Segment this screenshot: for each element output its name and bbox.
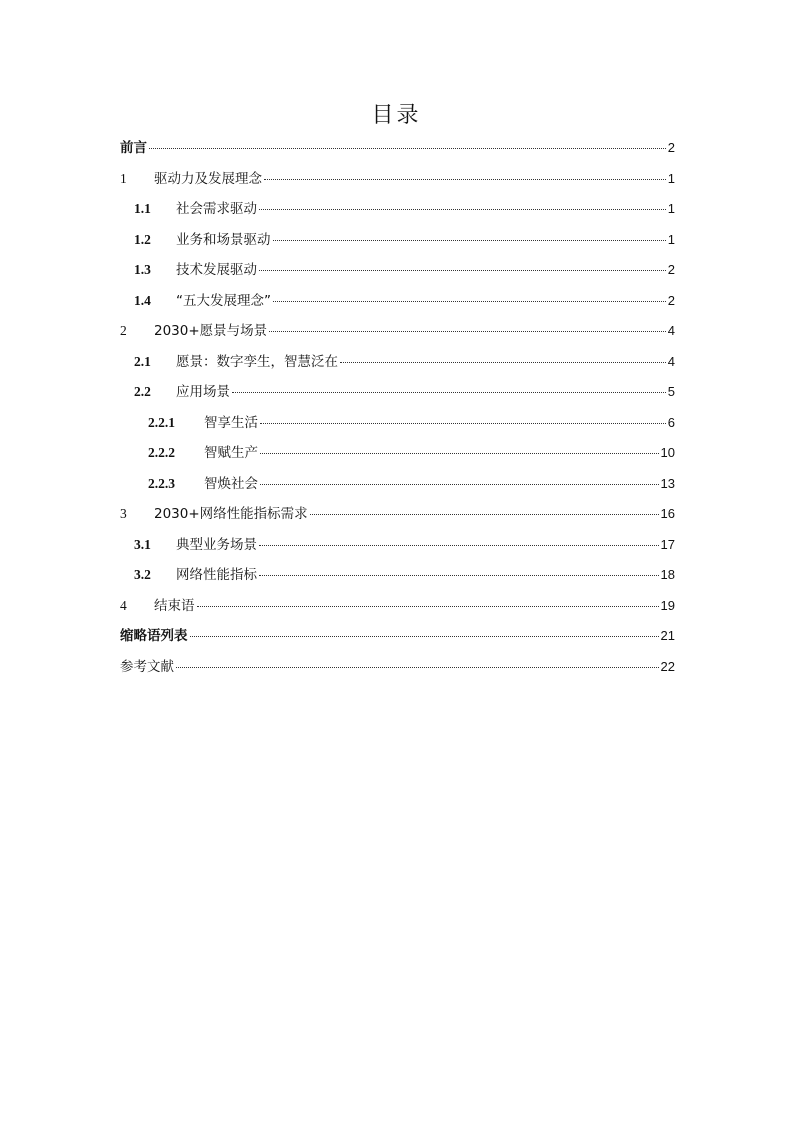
toc-dot-leader bbox=[232, 392, 666, 393]
toc-dot-leader bbox=[259, 575, 659, 576]
toc-entry[interactable] bbox=[120, 380, 675, 411]
toc-entry-title: 前言 bbox=[120, 140, 147, 156]
toc-entry[interactable] bbox=[120, 655, 675, 686]
toc-entry[interactable] bbox=[120, 533, 675, 564]
toc-entry-number: 3 bbox=[120, 506, 127, 521]
toc-entry[interactable] bbox=[120, 319, 675, 350]
toc-entry-title: 愿景：数字孪生，智慧泛在 bbox=[176, 353, 338, 370]
toc-entry-page-number: 22 bbox=[660, 658, 675, 674]
toc-dot-leader bbox=[264, 179, 666, 180]
toc-entry[interactable] bbox=[120, 441, 675, 472]
toc-entry-page-number: 2 bbox=[667, 292, 675, 308]
toc-dot-leader bbox=[273, 301, 666, 302]
toc-entry-title: 缩略语列表 bbox=[120, 628, 188, 644]
table-of-contents bbox=[120, 136, 675, 685]
toc-entry-number: 2.2.3 bbox=[148, 475, 175, 491]
toc-dot-leader bbox=[269, 331, 666, 332]
toc-entry[interactable] bbox=[120, 563, 675, 594]
toc-entry-title: “五大发展理念” bbox=[176, 292, 271, 309]
toc-entry[interactable] bbox=[120, 258, 675, 289]
toc-entry-title: 应用场景 bbox=[176, 384, 230, 400]
toc-entry[interactable] bbox=[120, 472, 675, 503]
toc-dot-leader bbox=[190, 636, 659, 637]
toc-entry-page-number: 19 bbox=[660, 597, 675, 613]
toc-entry-page-number: 1 bbox=[667, 231, 675, 247]
toc-entry-title: 智焕社会 bbox=[204, 475, 258, 492]
toc-entry-number: 1.3 bbox=[134, 262, 151, 277]
toc-dot-leader bbox=[260, 484, 659, 485]
toc-entry-title: 技术发展驱动 bbox=[176, 262, 257, 278]
toc-entry-title: 2030+网络性能指标需求 bbox=[154, 506, 308, 522]
toc-entry-number: 1.1 bbox=[134, 201, 151, 216]
toc-dot-leader bbox=[176, 667, 659, 668]
toc-dot-leader bbox=[259, 270, 666, 271]
toc-entry[interactable] bbox=[120, 502, 675, 533]
toc-entry-page-number: 1 bbox=[667, 201, 675, 216]
toc-entry-number: 3.2 bbox=[134, 567, 151, 582]
toc-entry-number: 2.2.2 bbox=[148, 445, 175, 460]
toc-entry-number: 2.2 bbox=[134, 384, 151, 399]
toc-dot-leader bbox=[197, 606, 659, 607]
toc-entry-page-number: 1 bbox=[667, 170, 675, 186]
toc-entry[interactable] bbox=[120, 624, 675, 655]
toc-entry-page-number: 2 bbox=[667, 140, 675, 155]
toc-entry-title: 业务和场景驱动 bbox=[176, 231, 271, 248]
toc-entry[interactable] bbox=[120, 167, 675, 198]
toc-entry-title: 结束语 bbox=[154, 597, 195, 614]
toc-entry-page-number: 18 bbox=[660, 567, 675, 582]
toc-dot-leader bbox=[259, 545, 659, 546]
toc-entry-number: 3.1 bbox=[134, 536, 151, 552]
toc-entry-number: 1.2 bbox=[134, 231, 151, 247]
toc-dot-leader bbox=[149, 148, 666, 149]
toc-dot-leader bbox=[260, 423, 666, 424]
toc-entry-page-number: 4 bbox=[667, 353, 675, 369]
toc-entry-page-number: 6 bbox=[667, 414, 675, 430]
toc-entry[interactable] bbox=[120, 289, 675, 320]
toc-entry-title: 网络性能指标 bbox=[176, 567, 257, 583]
toc-entry-title: 智享生活 bbox=[204, 414, 258, 431]
toc-entry-title: 2030+愿景与场景 bbox=[154, 323, 268, 339]
toc-entry-number: 4 bbox=[120, 597, 127, 613]
toc-entry[interactable] bbox=[120, 350, 675, 381]
toc-entry-title: 驱动力及发展理念 bbox=[154, 170, 262, 187]
toc-entry-page-number: 17 bbox=[660, 536, 675, 552]
toc-entry-page-number: 13 bbox=[660, 475, 675, 491]
toc-entry-title: 智赋生产 bbox=[204, 445, 258, 461]
toc-entry-title: 社会需求驱动 bbox=[176, 201, 257, 217]
toc-entry-page-number: 2 bbox=[667, 262, 675, 277]
toc-entry-number: 1 bbox=[120, 170, 127, 186]
toc-entry-title: 典型业务场景 bbox=[176, 536, 257, 553]
toc-dot-leader bbox=[260, 453, 659, 454]
toc-entry[interactable] bbox=[120, 594, 675, 625]
toc-dot-leader bbox=[259, 209, 666, 210]
toc-entry[interactable] bbox=[120, 136, 675, 167]
toc-entry-page-number: 4 bbox=[667, 323, 675, 338]
page-title: 目录 bbox=[371, 103, 422, 128]
toc-entry[interactable] bbox=[120, 411, 675, 442]
toc-entry-number: 1.4 bbox=[134, 292, 151, 308]
toc-entry-title: 参考文献 bbox=[120, 658, 174, 675]
toc-dot-leader bbox=[340, 362, 666, 363]
toc-entry[interactable] bbox=[120, 197, 675, 228]
toc-entry[interactable] bbox=[120, 228, 675, 259]
toc-entry-page-number: 21 bbox=[660, 628, 675, 643]
toc-entry-number: 2.2.1 bbox=[148, 414, 175, 430]
toc-entry-number: 2 bbox=[120, 323, 127, 338]
toc-entry-number: 2.1 bbox=[134, 353, 151, 369]
toc-entry-page-number: 5 bbox=[667, 384, 675, 399]
toc-entry-page-number: 16 bbox=[660, 506, 675, 521]
toc-dot-leader bbox=[310, 514, 659, 515]
toc-dot-leader bbox=[273, 240, 666, 241]
toc-entry-page-number: 10 bbox=[660, 445, 675, 460]
